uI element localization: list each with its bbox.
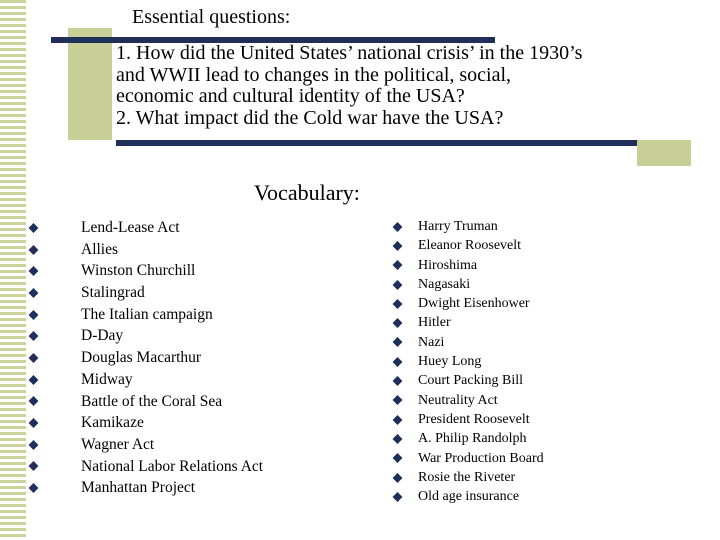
diamond-bullet-icon <box>393 357 403 367</box>
question-line: and WWII lead to changes in the political, social, <box>116 63 512 86</box>
list-item-label: War Production Board <box>418 450 544 466</box>
list-item-label: Old age insurance <box>418 489 520 505</box>
list-item-label: Midway <box>81 370 133 388</box>
list-item <box>392 468 544 487</box>
list-item <box>26 304 263 326</box>
list-item <box>392 275 544 294</box>
slide-title: Essential questions: <box>132 6 291 28</box>
list-item-label: Nagasaki <box>418 276 471 292</box>
list-item <box>26 456 263 478</box>
list-item <box>26 369 263 391</box>
list-item-label: Huey Long <box>418 354 482 370</box>
list-item <box>392 236 544 255</box>
list-item-label: Manhattan Project <box>81 479 196 497</box>
diamond-bullet-icon <box>29 245 39 255</box>
diamond-bullet-icon <box>393 337 403 347</box>
list-item-label: Dwight Eisenhower <box>418 296 530 312</box>
list-item <box>392 256 544 275</box>
list-item <box>392 217 544 236</box>
diamond-bullet-icon <box>393 376 403 386</box>
decorative-olive-block <box>68 28 112 140</box>
list-item-label: Court Packing Bill <box>418 373 523 389</box>
diamond-bullet-icon <box>29 266 39 276</box>
list-item <box>26 434 263 456</box>
diamond-bullet-icon <box>393 473 403 483</box>
list-item <box>392 391 544 410</box>
question-line: 1. How did the United States’ national crisis’ in the 1930’s <box>116 42 583 64</box>
diamond-bullet-icon <box>393 492 403 502</box>
list-item-label: Allies <box>81 240 119 258</box>
list-item <box>26 391 263 413</box>
diamond-bullet-icon <box>393 260 403 270</box>
list-item <box>392 371 544 390</box>
list-item-label: Lend-Lease Act <box>81 219 180 236</box>
diamond-bullet-icon <box>29 418 39 428</box>
list-item <box>392 487 544 506</box>
list-item-label: Rosie the Riveter <box>418 469 516 485</box>
list-item-label: The Italian campaign <box>81 305 213 323</box>
decorative-stripes <box>0 0 26 540</box>
diamond-bullet-icon <box>29 483 39 493</box>
list-item <box>26 239 263 261</box>
vocabulary-heading: Vocabulary: <box>254 180 360 205</box>
list-item-label: Wagner Act <box>81 435 155 453</box>
diamond-bullet-icon <box>393 415 403 425</box>
list-item-label: President Roosevelt <box>418 411 530 427</box>
list-item <box>392 410 544 429</box>
list-item <box>26 347 263 369</box>
diamond-bullet-icon <box>393 395 403 405</box>
list-item <box>392 333 544 352</box>
list-item-label: National Labor Relations Act <box>81 457 264 475</box>
diamond-bullet-icon <box>393 434 403 444</box>
question-line: economic and cultural identity of the USA? <box>116 85 465 107</box>
diamond-bullet-icon <box>29 396 39 406</box>
list-item-label: Harry Truman <box>418 219 498 234</box>
diamond-bullet-icon <box>29 288 39 298</box>
list-item <box>26 412 263 434</box>
diamond-bullet-icon <box>393 299 403 309</box>
list-item-label: D-Day <box>81 327 124 345</box>
diamond-bullet-icon <box>393 318 403 328</box>
diamond-bullet-icon <box>29 461 39 471</box>
list-item-label: Stalingrad <box>81 284 145 302</box>
list-item <box>392 429 544 448</box>
list-item-label: Winston Churchill <box>81 262 196 280</box>
list-item-label: Nazi <box>418 334 445 350</box>
diamond-bullet-icon <box>393 222 403 232</box>
list-item-label: Eleanor Roosevelt <box>418 238 522 254</box>
list-item <box>392 449 544 468</box>
list-item <box>26 325 263 347</box>
essential-questions <box>116 43 716 129</box>
list-item-label: Hitler <box>418 315 451 331</box>
diamond-bullet-icon <box>29 440 39 450</box>
list-item-label: Douglas Macarthur <box>81 349 202 367</box>
list-item <box>26 260 263 282</box>
diamond-bullet-icon <box>393 280 403 290</box>
decorative-bottom-bar <box>116 140 637 146</box>
diamond-bullet-icon <box>29 310 39 320</box>
list-item-label: Neutrality Act <box>418 392 498 408</box>
diamond-bullet-icon <box>29 331 39 341</box>
diamond-bullet-icon <box>393 453 403 463</box>
list-item-label: A. Philip Randolph <box>418 431 527 447</box>
list-item <box>26 282 263 304</box>
list-item-label: Hiroshima <box>418 257 478 273</box>
diamond-bullet-icon <box>29 223 39 233</box>
list-item <box>392 352 544 371</box>
diamond-bullet-icon <box>29 375 39 385</box>
list-item <box>26 477 263 499</box>
list-item <box>392 294 544 313</box>
diamond-bullet-icon <box>29 353 39 363</box>
vocabulary-list-left <box>26 217 263 499</box>
list-item <box>26 217 263 239</box>
list-item-label: Kamikaze <box>81 414 144 432</box>
list-item-label: Battle of the Coral Sea <box>81 392 223 410</box>
diamond-bullet-icon <box>393 241 403 251</box>
question-line: 2. What impact did the Cold war have the USA? <box>116 106 504 129</box>
list-item <box>392 313 544 332</box>
decorative-olive-block-right <box>637 140 691 166</box>
vocabulary-list-right <box>392 217 544 506</box>
